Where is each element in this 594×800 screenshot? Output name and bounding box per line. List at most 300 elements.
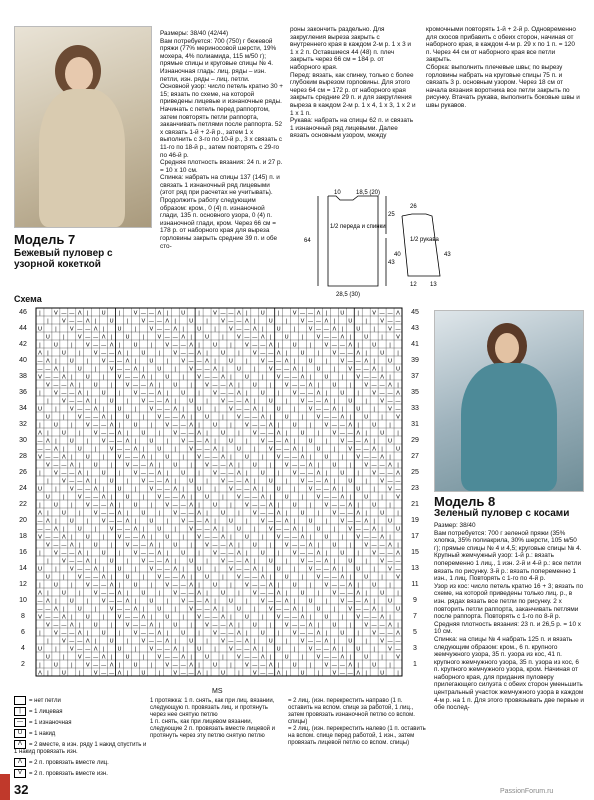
legend-col2: 1 протяжка: 1 п. снять, как при лиц. вязании, следующую п. провязать лиц. и протянуть через нее снятую петлю 1 п. снять, как при лицевом вязании, следующие 2 п. провязать вместе лицевой и протянуть через эту петлю снятую петлю <box>150 698 276 739</box>
stitch-symbol: Λ <box>54 366 58 373</box>
stitch-symbol: | <box>277 502 280 509</box>
stitch-symbol: V <box>61 398 66 405</box>
stitch-symbol: — <box>92 574 99 581</box>
stitch-symbol: — <box>275 366 282 373</box>
stitch-symbol: — <box>69 478 75 485</box>
legend-text: = 2 п. провязать вместе лиц. <box>29 760 109 767</box>
stitch-symbol: | <box>333 398 336 405</box>
stitch-symbol: — <box>220 462 226 469</box>
stitch-symbol: — <box>283 614 290 621</box>
stitch-symbol: — <box>315 478 322 485</box>
stitch-symbol: V <box>308 566 313 573</box>
dim-18: 18,5 (20) <box>356 190 381 196</box>
stitch-symbol: — <box>379 470 385 477</box>
stitch-symbol: Λ <box>229 462 233 469</box>
stitch-symbol: U <box>85 454 90 461</box>
stitch-symbol: — <box>387 630 393 637</box>
stitch-symbol: V <box>316 574 321 581</box>
stitch-symbol: — <box>108 438 115 445</box>
legend-symbol: Λ <box>14 758 26 767</box>
stitch-symbol: V <box>77 494 82 501</box>
dim-43: 43 <box>388 260 395 266</box>
stitch-symbol: | <box>158 542 161 549</box>
stitch-symbol: U <box>197 486 202 493</box>
stitch-symbol: — <box>347 438 354 445</box>
stitch-symbol: | <box>285 318 288 325</box>
stitch-symbol: U <box>276 486 281 493</box>
stitch-symbol: — <box>236 646 242 653</box>
stitch-symbol: — <box>148 550 155 557</box>
stitch-symbol: — <box>37 518 43 525</box>
row-number-left: 44 <box>19 324 27 332</box>
stitch-symbol: | <box>102 326 105 333</box>
stitch-symbol: | <box>389 342 391 349</box>
stitch-symbol: — <box>100 502 107 509</box>
stitch-symbol: V <box>197 454 201 461</box>
stitch-symbol: — <box>100 662 107 669</box>
stitch-symbol: Λ <box>284 518 289 525</box>
stitch-symbol: — <box>108 510 115 517</box>
stitch-symbol: — <box>140 542 147 549</box>
stitch-symbol: | <box>381 334 384 341</box>
stitch-symbol: | <box>325 310 328 317</box>
stitch-symbol: V <box>308 486 313 493</box>
stitch-symbol: V <box>133 470 138 477</box>
stitch-symbol: | <box>317 590 320 597</box>
stitch-symbol: Λ <box>69 462 74 469</box>
stitch-symbol: Λ <box>189 502 194 509</box>
stitch-symbol: | <box>166 518 169 525</box>
stitch-symbol: | <box>269 382 272 389</box>
stitch-symbol: V <box>149 646 154 653</box>
stitch-symbol: V <box>340 438 345 445</box>
stitch-symbol: U <box>220 590 225 597</box>
stitch-symbol: — <box>92 334 99 341</box>
stitch-symbol: — <box>252 574 258 581</box>
stitch-symbol: V <box>244 502 249 509</box>
stitch-symbol: Λ <box>260 414 265 421</box>
stitch-symbol: | <box>142 494 145 501</box>
stitch-symbol: — <box>275 598 282 605</box>
stitch-symbol: U <box>220 350 225 357</box>
stitch-symbol: | <box>158 382 161 389</box>
stitch-symbol: U <box>189 638 194 645</box>
stitch-symbol: V <box>173 350 178 357</box>
stitch-symbol: — <box>291 454 298 461</box>
stitch-symbol: — <box>267 510 274 517</box>
row-number-left: 22 <box>19 500 27 508</box>
schematic-label-body: 1/2 переда и спинки <box>330 224 386 230</box>
stitch-symbol: | <box>269 334 272 341</box>
stitch-symbol: V <box>237 654 241 661</box>
stitch-symbol: | <box>166 390 169 397</box>
stitch-symbol: V <box>213 550 217 557</box>
stitch-symbol: — <box>196 598 202 605</box>
stitch-symbol: — <box>315 566 322 573</box>
stitch-symbol: | <box>174 526 177 533</box>
stitch-symbol: — <box>92 582 99 589</box>
row-number-left: 2 <box>21 660 25 668</box>
stitch-symbol: | <box>397 590 399 597</box>
stitch-symbol: V <box>348 446 353 453</box>
stitch-symbol: U <box>364 654 369 661</box>
stitch-symbol: | <box>333 318 336 325</box>
stitch-symbol: Λ <box>229 382 233 389</box>
stitch-symbol: | <box>373 518 376 525</box>
model8-title: Модель 8 <box>434 494 496 509</box>
stitch-symbol: | <box>54 518 57 525</box>
stitch-symbol: | <box>78 622 81 629</box>
stitch-symbol: — <box>379 390 385 397</box>
stitch-symbol: Λ <box>157 630 162 637</box>
stitch-symbol: Λ <box>197 510 201 517</box>
stitch-symbol: V <box>316 414 321 421</box>
stitch-symbol: | <box>158 590 161 597</box>
stitch-symbol: | <box>198 390 201 397</box>
stitch-symbol: | <box>245 438 248 445</box>
stitch-symbol: U <box>332 622 337 629</box>
stitch-symbol: Λ <box>46 518 50 525</box>
stitch-symbol: | <box>349 462 352 469</box>
stitch-symbol: Λ <box>125 518 130 525</box>
stitch-symbol: | <box>253 606 256 613</box>
stitch-symbol: — <box>331 662 338 669</box>
stitch-symbol: — <box>45 606 51 613</box>
stitch-symbol: V <box>300 558 305 565</box>
stitch-symbol: — <box>339 510 346 517</box>
stitch-symbol: Λ <box>276 670 281 677</box>
stitch-symbol: | <box>110 574 113 581</box>
stitch-symbol: | <box>230 534 232 541</box>
stitch-symbol: — <box>387 310 393 317</box>
stitch-symbol: Λ <box>213 366 217 373</box>
stitch-symbol: U <box>61 350 66 357</box>
stitch-symbol: — <box>228 478 234 485</box>
stitch-symbol: | <box>102 646 105 653</box>
stitch-symbol: | <box>150 502 153 509</box>
stitch-symbol: | <box>333 526 336 533</box>
stitch-symbol: | <box>94 478 97 485</box>
stitch-symbol: — <box>156 318 163 325</box>
row-number-left: 16 <box>19 548 27 556</box>
stitch-symbol: — <box>148 478 155 485</box>
stitch-symbol: — <box>45 454 51 461</box>
legend-item <box>14 718 149 727</box>
stitch-symbol: U <box>93 542 98 549</box>
stitch-symbol: — <box>180 422 186 429</box>
stitch-symbol: V <box>77 654 82 661</box>
stitch-symbol: — <box>299 310 306 317</box>
stitch-symbol: — <box>307 478 314 485</box>
stitch-symbol: V <box>268 446 273 453</box>
stitch-symbol: | <box>373 598 376 605</box>
stitch-symbol: — <box>164 334 171 341</box>
stitch-symbol: — <box>37 526 43 533</box>
stitch-symbol: Λ <box>38 670 42 677</box>
stitch-symbol: — <box>180 342 186 349</box>
stitch-symbol: U <box>300 430 305 437</box>
stitch-symbol: Λ <box>213 606 217 613</box>
stitch-symbol: | <box>373 566 376 573</box>
stitch-symbol: Λ <box>316 550 321 557</box>
stitch-symbol: U <box>252 462 257 469</box>
stitch-symbol: | <box>182 486 185 493</box>
stitch-symbol: V <box>364 542 369 549</box>
stitch-symbol: | <box>118 582 121 589</box>
stitch-symbol: — <box>140 390 147 397</box>
stitch-symbol: — <box>260 342 266 349</box>
stitch-symbol: | <box>222 606 224 613</box>
stitch-symbol: — <box>379 462 385 469</box>
stitch-symbol: — <box>180 662 186 669</box>
stitch-symbol: V <box>308 326 313 333</box>
stitch-symbol: | <box>182 566 185 573</box>
stitch-symbol: — <box>267 350 274 357</box>
stitch-symbol: | <box>277 582 280 589</box>
stitch-symbol: | <box>39 310 41 317</box>
stitch-symbol: — <box>299 550 306 557</box>
stitch-symbol: | <box>357 630 360 637</box>
stitch-symbol: | <box>62 494 65 501</box>
stitch-symbol: U <box>165 614 170 621</box>
stitch-symbol: U <box>157 606 162 613</box>
legend-text: = 1 изнаночная <box>29 720 72 727</box>
stitch-symbol: Λ <box>380 614 384 621</box>
stitch-symbol: — <box>331 334 338 341</box>
stitch-symbol: V <box>252 590 257 597</box>
stitch-symbol: U <box>45 494 50 501</box>
stitch-symbol: U <box>109 318 114 325</box>
stitch-symbol: | <box>134 518 137 525</box>
watermark: PassionForum.ru <box>500 788 554 795</box>
stitch-symbol: Λ <box>101 654 106 661</box>
legend-symbol <box>14 696 26 705</box>
stitch-symbol: — <box>132 374 139 381</box>
stitch-symbol: U <box>332 542 337 549</box>
stitch-symbol: | <box>190 462 193 469</box>
row-number-left: 28 <box>19 452 27 460</box>
stitch-symbol: — <box>212 534 218 541</box>
stitch-symbol: | <box>357 422 360 429</box>
stitch-symbol: U <box>109 478 114 485</box>
stitch-symbol: — <box>307 470 314 477</box>
stitch-symbol: — <box>291 462 298 469</box>
stitch-symbol: | <box>214 438 216 445</box>
knitting-chart <box>14 304 424 688</box>
stitch-symbol: — <box>339 350 346 357</box>
stitch-symbol: U <box>117 646 122 653</box>
stitch-symbol: U <box>340 390 345 397</box>
stitch-symbol: | <box>174 446 177 453</box>
stitch-symbol: U <box>53 342 58 349</box>
stitch-symbol: | <box>174 318 177 325</box>
stitch-symbol: | <box>39 422 41 429</box>
stitch-symbol: | <box>397 670 399 677</box>
stitch-symbol: — <box>395 318 401 325</box>
stitch-symbol: | <box>174 558 177 565</box>
stitch-symbol: V <box>93 510 98 517</box>
stitch-symbol: U <box>173 622 178 629</box>
stitch-symbol: V <box>165 422 170 429</box>
stitch-symbol: V <box>388 646 392 653</box>
stitch-symbol: | <box>150 422 153 429</box>
legend-symbol: U <box>14 729 26 738</box>
stitch-symbol: | <box>277 390 280 397</box>
stitch-symbol: V <box>213 310 217 317</box>
stitch-symbol: U <box>276 406 281 413</box>
stitch-symbol: — <box>132 622 139 629</box>
stitch-symbol: U <box>356 326 361 333</box>
stitch-symbol: — <box>307 550 314 557</box>
stitch-symbol: — <box>148 318 155 325</box>
stitch-symbol: — <box>92 662 99 669</box>
stitch-symbol: — <box>84 406 91 413</box>
stitch-symbol: V <box>252 670 257 677</box>
stitch-symbol: | <box>285 398 288 405</box>
stitch-symbol: — <box>339 342 346 349</box>
stitch-symbol: Λ <box>340 494 345 501</box>
stitch-symbol: Λ <box>221 454 225 461</box>
stitch-symbol: Λ <box>340 654 345 661</box>
stitch-symbol: | <box>182 614 185 621</box>
stitch-symbol: U <box>69 598 74 605</box>
stitch-symbol: U <box>348 318 353 325</box>
stitch-symbol: | <box>166 630 169 637</box>
stitch-symbol: Λ <box>396 630 400 637</box>
stitch-symbol: V <box>300 318 305 325</box>
stitch-symbol: V <box>300 638 305 645</box>
stitch-symbol: V <box>181 518 186 525</box>
stitch-symbol: | <box>309 614 312 621</box>
stitch-symbol: V <box>388 326 392 333</box>
stitch-symbol: V <box>332 430 337 437</box>
stitch-symbol: — <box>77 558 83 565</box>
stitch-symbol: — <box>228 318 234 325</box>
stitch-symbol: — <box>379 310 385 317</box>
stitch-symbol: | <box>206 430 208 437</box>
stitch-symbol: — <box>53 614 59 621</box>
stitch-symbol: Λ <box>324 398 329 405</box>
legend-col3: = 2 лиц. (изн. перекрестить направо (1 п. оставить на вспом. спице за работой, 1 лиц., затем провязать изнаночной петлю со вспом. спицы) = 2 лиц. (изн. перекрестить налево (1 п. оставить на вспом. спице перед работой, 1 изн., затем провязать лицевой петлю со вспом. спицы) <box>288 698 426 746</box>
stitch-symbol: | <box>301 366 304 373</box>
stitch-symbol: Λ <box>77 550 82 557</box>
stitch-symbol: — <box>156 398 163 405</box>
stitch-symbol: — <box>188 430 194 437</box>
stitch-symbol: | <box>102 406 105 413</box>
stitch-symbol: — <box>124 446 131 453</box>
stitch-symbol: — <box>212 382 218 389</box>
stitch-symbol: | <box>269 542 272 549</box>
stitch-symbol: — <box>220 390 226 397</box>
stitch-symbol: | <box>54 566 57 573</box>
stitch-symbol: U <box>117 486 122 493</box>
stitch-symbol: U <box>356 406 361 413</box>
stitch-symbol: V <box>61 558 66 565</box>
stitch-symbol: Λ <box>276 510 281 517</box>
stitch-symbol: — <box>108 518 115 525</box>
row-number-left: 20 <box>19 516 27 524</box>
stitch-symbol: V <box>133 630 138 637</box>
dim-40: 40 <box>394 252 401 258</box>
stitch-symbol: — <box>196 358 202 365</box>
stitch-symbol: — <box>291 534 298 541</box>
stitch-symbol: — <box>236 318 242 325</box>
stitch-symbol: — <box>363 534 369 541</box>
stitch-symbol: | <box>142 366 145 373</box>
stitch-symbol: U <box>45 654 50 661</box>
dim-43b: 43 <box>444 252 451 258</box>
stitch-symbol: Λ <box>348 662 353 669</box>
stitch-symbol: — <box>315 638 322 645</box>
stitch-symbol: U <box>197 566 202 573</box>
stitch-symbol: — <box>339 430 346 437</box>
stitch-symbol: | <box>397 542 399 549</box>
stitch-symbol: U <box>324 614 329 621</box>
stitch-symbol: V <box>356 614 361 621</box>
stitch-symbol: — <box>84 646 91 653</box>
stitch-symbol: V <box>380 398 384 405</box>
stitch-symbol: — <box>331 494 338 501</box>
stitch-symbol: | <box>245 358 248 365</box>
stitch-symbol: | <box>190 494 193 501</box>
stitch-symbol: U <box>220 510 225 517</box>
stitch-symbol: Λ <box>54 606 58 613</box>
stitch-symbol: Λ <box>260 574 265 581</box>
stitch-symbol: — <box>180 502 186 509</box>
stitch-symbol: Λ <box>181 414 186 421</box>
stitch-symbol: U <box>372 662 377 669</box>
stitch-symbol: V <box>101 518 106 525</box>
stitch-symbol: Λ <box>205 358 209 365</box>
stitch-symbol: — <box>307 638 314 645</box>
stitch-symbol: U <box>260 390 265 397</box>
dim-26: 26 <box>410 204 417 210</box>
stitch-symbol: | <box>142 446 145 453</box>
stitch-symbol: Λ <box>221 614 225 621</box>
stitch-symbol: | <box>293 438 296 445</box>
stitch-symbol: V <box>101 438 106 445</box>
stitch-symbol: U <box>292 662 297 669</box>
stitch-symbol: | <box>126 558 129 565</box>
stitch-symbol: — <box>69 638 75 645</box>
stitch-symbol: | <box>158 510 161 517</box>
stitch-symbol: — <box>363 366 369 373</box>
stitch-symbol: Λ <box>300 454 305 461</box>
stitch-symbol: | <box>150 454 153 461</box>
stitch-symbol: — <box>260 662 266 669</box>
stitch-symbol: | <box>245 310 248 317</box>
schema-label: Схема <box>14 294 42 304</box>
stitch-symbol: Λ <box>38 350 42 357</box>
stitch-symbol: — <box>77 398 83 405</box>
stitch-symbol: V <box>229 566 233 573</box>
stitch-symbol: | <box>349 414 352 421</box>
stitch-symbol: — <box>116 598 123 605</box>
stitch-symbol: | <box>78 430 81 437</box>
stitch-symbol: Λ <box>93 566 98 573</box>
row-number-left: 26 <box>19 468 27 476</box>
stitch-symbol: | <box>70 422 73 429</box>
stitch-symbol: — <box>212 462 218 469</box>
stitch-symbol: — <box>228 398 234 405</box>
stitch-symbol: | <box>134 646 137 653</box>
stitch-symbol: | <box>365 558 368 565</box>
stitch-symbol: | <box>301 606 304 613</box>
stitch-symbol: — <box>204 366 210 373</box>
stitch-symbol: | <box>293 486 296 493</box>
stitch-symbol: Λ <box>77 470 82 477</box>
stitch-symbol: — <box>387 550 393 557</box>
